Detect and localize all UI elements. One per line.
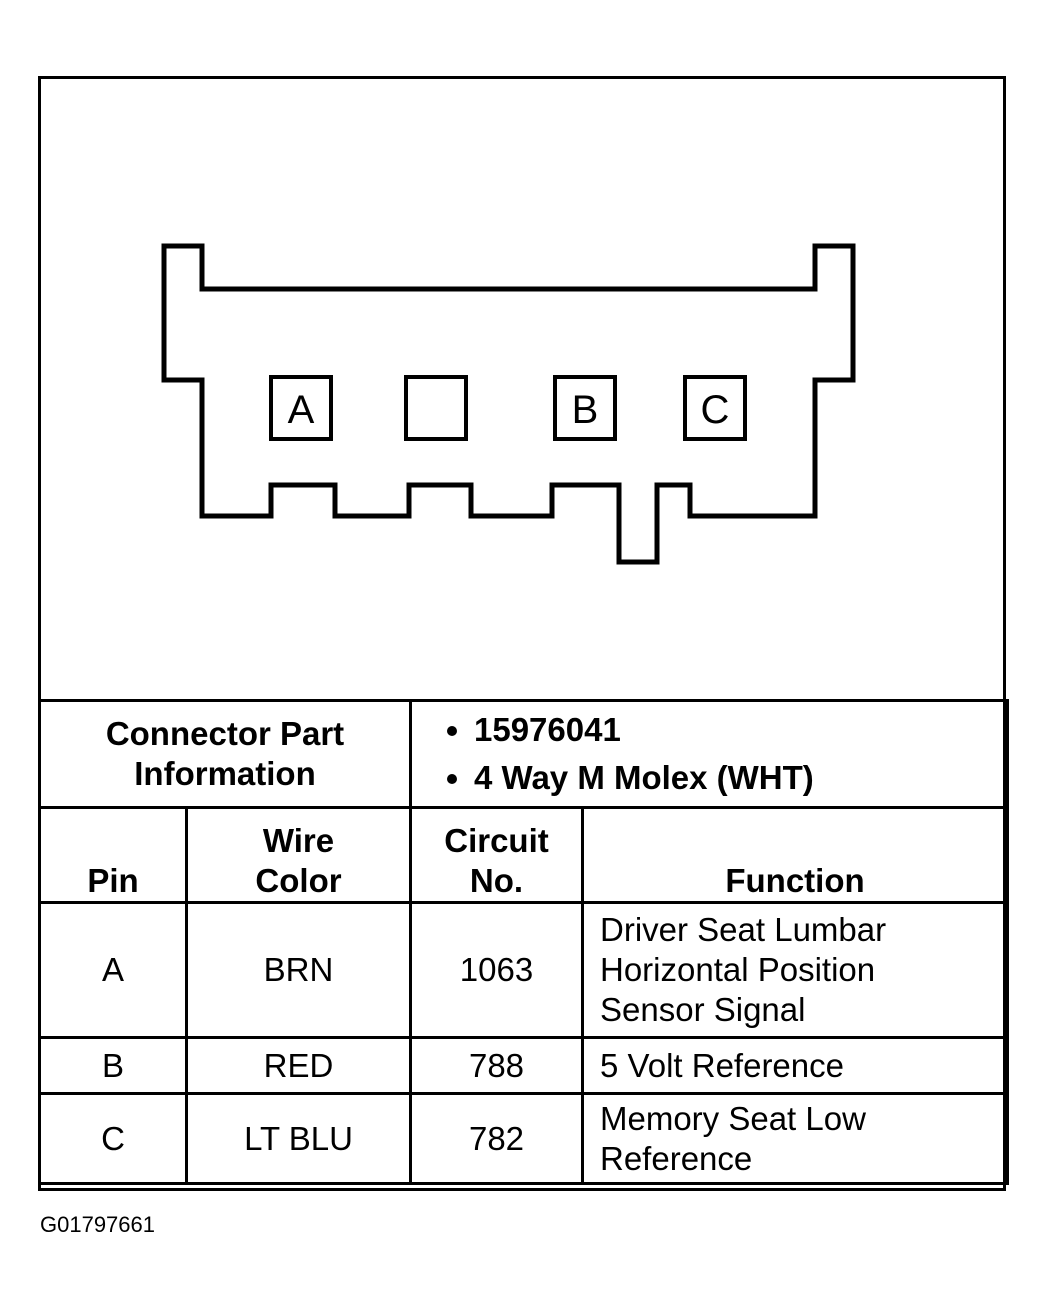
connector-face-view [41, 79, 1003, 701]
function-line: Horizontal Position [600, 951, 876, 988]
connector-description: • 4 Way M Molex (WHT) [474, 754, 1006, 802]
header-function [583, 808, 1008, 903]
table-header-row [40, 808, 1008, 903]
connector-info-label-line1: Connector Part [105, 715, 345, 752]
pin-cell: A [40, 903, 187, 1038]
header-circuit-line2: No. [469, 862, 524, 899]
connector-outline-drawing [41, 79, 1003, 701]
pin-cell: B [40, 1038, 187, 1094]
table-row [40, 1038, 1008, 1094]
pin-cavity-empty [406, 377, 466, 439]
connector-info-label [40, 701, 411, 808]
function-line: Sensor Signal [600, 991, 806, 1028]
pin-cavity-c-label: C [700, 388, 730, 432]
header-wire-line2: Color [255, 862, 342, 899]
wire-color-cell: RED [187, 1038, 411, 1094]
connector-info-row [40, 701, 1008, 808]
header-circuit-line1: Circuit [444, 822, 549, 859]
pin-cell: C [40, 1094, 187, 1184]
part-number: • 15976041 [474, 706, 1006, 754]
header-wire-color [187, 808, 411, 903]
function-cell [583, 1038, 1008, 1094]
function-line: Reference [600, 1139, 753, 1177]
diagram-frame [38, 76, 1006, 1191]
pin-cavity-a-label: A [287, 388, 315, 432]
wire-color-cell: LT BLU [187, 1094, 411, 1184]
circuit-cell: 1063 [411, 903, 583, 1038]
pin-cavity-b-label: B [571, 388, 599, 432]
connector-info-values [411, 701, 1008, 808]
function-cell [583, 903, 1008, 1038]
wire-color-cell: BRN [187, 903, 411, 1038]
header-circuit-no [411, 808, 583, 903]
header-function-text: Function [725, 862, 865, 899]
pinout-table [38, 699, 1009, 1185]
header-pin [40, 808, 187, 903]
function-line: 5 Volt Reference [600, 1046, 844, 1084]
function-line: Driver Seat Lumbar [600, 911, 887, 948]
function-line: Memory Seat Low [600, 1099, 866, 1137]
circuit-cell: 788 [411, 1038, 583, 1094]
header-wire-line1: Wire [262, 822, 335, 859]
table-row [40, 903, 1008, 1038]
connector-info-label-line2: Information [134, 755, 316, 792]
circuit-cell: 782 [411, 1094, 583, 1184]
connector-housing-outline [164, 246, 853, 562]
figure-code: G01797661 [40, 1212, 155, 1237]
table-row [40, 1094, 1008, 1184]
header-pin-text: Pin [87, 862, 139, 899]
function-cell [583, 1094, 1008, 1184]
